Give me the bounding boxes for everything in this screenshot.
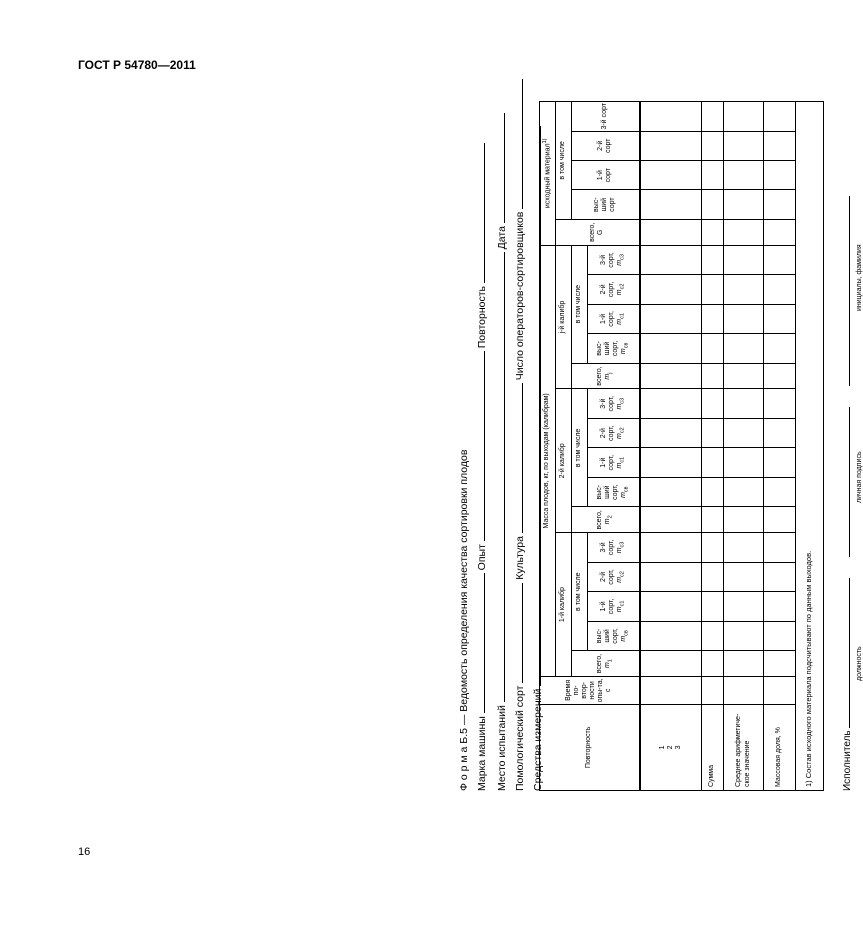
cal1-header: 1-й калибр <box>556 533 572 677</box>
cal1-s3: 3-й сорт, $m_{с3}$ <box>588 533 640 562</box>
calj-total: всего, $m_j$ <box>572 363 640 389</box>
col-time: Время по-втор-ности опы-та, с <box>540 676 640 704</box>
cal2-header: 2-й калибр <box>556 389 572 533</box>
rotated-form <box>456 101 861 791</box>
cal2-total: всего, $m_2$ <box>572 507 640 533</box>
field-test-place: Место испытаний Дата <box>496 113 508 791</box>
page-number: 16 <box>78 846 91 858</box>
src-s1: 1-й сорт <box>572 161 640 190</box>
field-machine-brand: Марка машины Опыт Повторность <box>476 143 488 791</box>
cal2-incl: в том числе <box>572 389 588 507</box>
field-pomological-sort: Помологический сорт Культура Число операторов-сортировщиков <box>514 79 526 791</box>
sig-sign: личная подпись <box>856 451 863 503</box>
calj-incl: в том числе <box>572 245 588 363</box>
field-measuring-tools: Средства измерений <box>532 126 544 791</box>
row-mean: Среднее арифметиче-ское значение <box>724 704 764 790</box>
src-s3: 3-й сорт <box>572 102 640 132</box>
cal1-total: всего, $m_1$ <box>572 651 640 677</box>
col-repeat: Повторность <box>540 704 640 790</box>
form-title: Ф о р м а Б.5 — Ведомость определения качества сортировки плодов <box>458 449 470 791</box>
row-share: Массовая доля, % <box>764 704 796 790</box>
src-higher: выс-ший сорт <box>572 190 640 219</box>
repeat-numbers: 1 2 3 <box>640 704 702 790</box>
cal2-s3: 3-й сорт, $m_{с3}$ <box>588 389 640 418</box>
calj-s1: 1-й сорт, $m_{с1}$ <box>588 304 640 333</box>
sig-initials: инициалы, фамилия <box>856 244 863 311</box>
row-sum: Сумма <box>702 704 724 790</box>
signature-line: Исполнитель <box>842 196 853 791</box>
cal2-s2: 2-й сорт, $m_{с2}$ <box>588 418 640 447</box>
table-footnote: 1) Состав исходного материала подсчитывают по данным выходов. <box>796 102 824 791</box>
src-total: всего, G <box>556 219 640 245</box>
cal1-s1: 1-й сорт, $m_{с1}$ <box>588 592 640 621</box>
table-row <box>702 102 724 791</box>
cal2-higher: выс-ший сорт, $m_{св}$ <box>588 477 640 506</box>
cal1-s2: 2-й сорт, $m_{с2}$ <box>588 562 640 591</box>
cal2-s1: 1-й сорт, $m_{с1}$ <box>588 448 640 477</box>
table-row <box>640 102 702 791</box>
mass-header: Масса плодов, кг, по выходам (калибрам) <box>540 245 556 676</box>
calj-s2: 2-й сорт, $m_{с2}$ <box>588 275 640 304</box>
src-incl: в том числе <box>556 102 572 220</box>
calj-header: j-й калибр <box>556 245 572 389</box>
table-row <box>724 102 764 791</box>
document-header: ГОСТ Р 54780—2011 <box>78 58 196 72</box>
calj-s3: 3-й сорт, $m_{с3}$ <box>588 245 640 274</box>
cal1-higher: выс-ший сорт, $m_{св}$ <box>588 621 640 650</box>
src-s2: 2-й сорт <box>572 131 640 160</box>
table-row <box>764 102 796 791</box>
cal1-incl: в том числе <box>572 533 588 651</box>
quality-table <box>539 101 824 791</box>
calj-higher: выс-ший сорт, $m_{св}$ <box>588 334 640 363</box>
sig-position: должность <box>856 646 863 681</box>
source-header: исходный материал$^{1)}$ <box>540 102 556 246</box>
